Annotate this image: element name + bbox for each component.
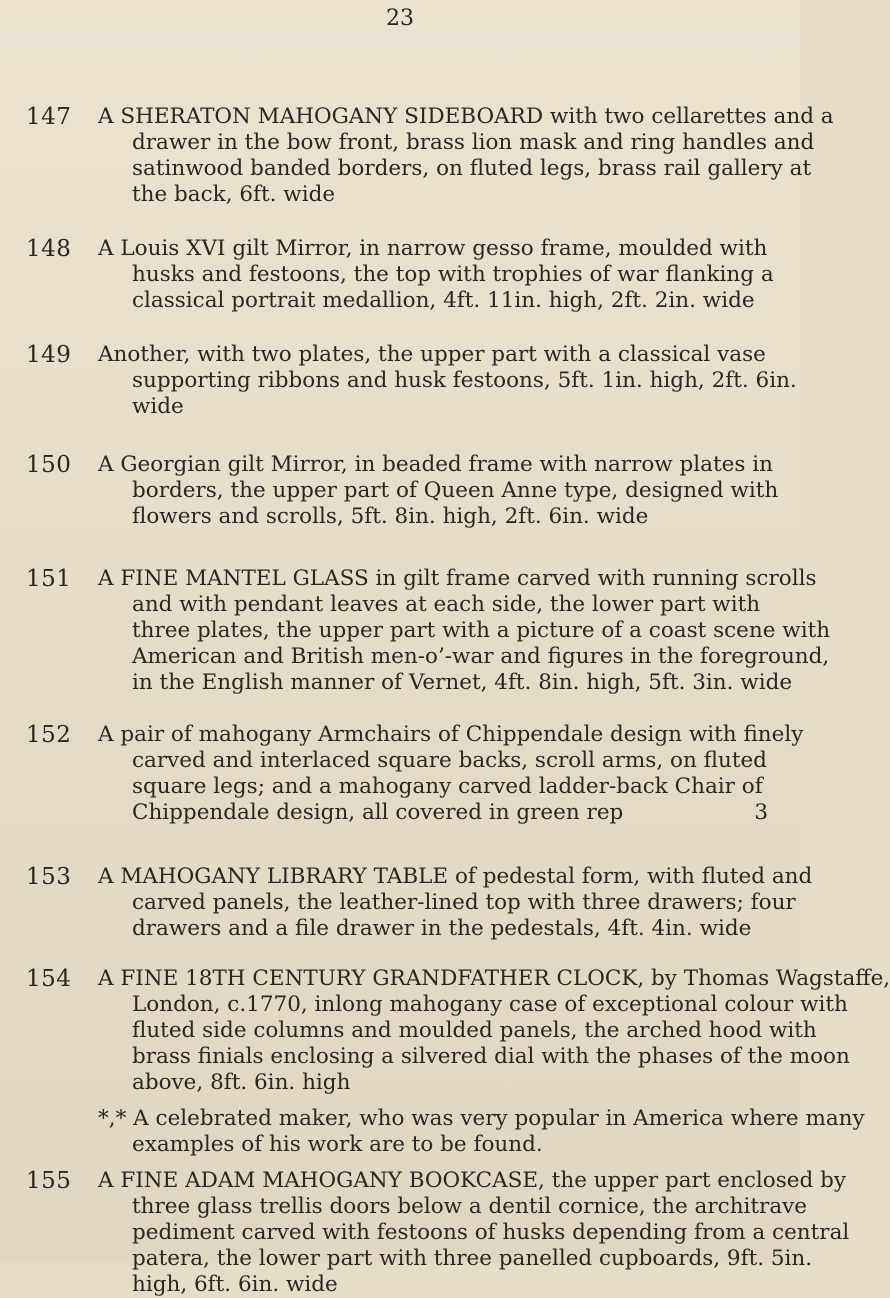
- lot-line: Another, with two plates, the upper part with a classical vase: [98, 342, 766, 367]
- lot-quantity: 3: [754, 800, 768, 825]
- lot-number: 148: [26, 236, 72, 262]
- page-number: 23: [386, 6, 414, 31]
- lot-line: A Louis XVI gilt Mirror, in narrow gesso frame, moulded with: [98, 236, 768, 261]
- lot-line: A MAHOGANY LIBRARY TABLE of pedestal form, with fluted and: [98, 864, 813, 889]
- lot-line: A SHERATON MAHOGANY SIDEBOARD with two cellarettes and a: [98, 104, 834, 129]
- note-line: *,* A celebrated maker, who was very popular in America where many: [98, 1106, 865, 1131]
- lot-line: drawers and a file drawer in the pedestals, 4ft. 4in. wide: [132, 916, 752, 941]
- lot-line: brass finials enclosing a silvered dial with the phases of the moon: [132, 1044, 850, 1069]
- lot-line: [98, 800, 768, 826]
- lot-line: carved panels, the leather-lined top with three drawers; four: [132, 890, 796, 915]
- note-line: examples of his work are to be found.: [132, 1132, 543, 1157]
- lot-line: high, 6ft. 6in. wide: [132, 1272, 338, 1297]
- lot-line: A FINE ADAM MAHOGANY BOOKCASE, the upper part enclosed by: [98, 1168, 846, 1193]
- lot-line: three plates, the upper part with a picture of a coast scene with: [132, 618, 831, 643]
- maker-note: [98, 1106, 865, 1158]
- lot-number: 151: [26, 566, 72, 592]
- lot-line: fluted side columns and moulded panels, the arched hood with: [132, 1018, 817, 1043]
- lot-line: supporting ribbons and husk festoons, 5ft. 1in. high, 2ft. 6in.: [132, 368, 797, 393]
- lot-description: [98, 104, 834, 208]
- lot-number: 155: [26, 1168, 72, 1194]
- lot-line: flowers and scrolls, 5ft. 8in. high, 2ft. 6in. wide: [132, 504, 649, 529]
- lot-description: [98, 566, 831, 696]
- lot-number: 147: [26, 104, 72, 130]
- lot-line: satinwood banded borders, on fluted legs, brass rail gallery at: [132, 156, 812, 181]
- lot-line: A pair of mahogany Armchairs of Chippendale design with finely: [98, 722, 804, 747]
- lot-line: A FINE MANTEL GLASS in gilt frame carved with running scrolls: [98, 566, 817, 591]
- lot-description: [98, 966, 890, 1096]
- lot-line: above, 8ft. 6in. high: [132, 1070, 351, 1095]
- lot-line: pediment carved with festoons of husks depending from a central: [132, 1220, 850, 1245]
- lot-line: London, c.1770, inlong mahogany case of exceptional colour with: [132, 992, 848, 1017]
- lot-line: classical portrait medallion, 4ft. 11in. high, 2ft. 2in. wide: [132, 288, 755, 313]
- lot-line: A FINE 18TH CENTURY GRANDFATHER CLOCK, by Thomas Wagstaffe,: [98, 966, 890, 991]
- lot-description: [98, 864, 813, 942]
- lot-line: wide: [132, 394, 184, 419]
- lot-number: 154: [26, 966, 72, 992]
- lot-number: 152: [26, 722, 72, 748]
- lot-line: borders, the upper part of Queen Anne type, designed with: [132, 478, 779, 503]
- lot-line: the back, 6ft. wide: [132, 182, 336, 207]
- lot-line: American and British men-o’-war and figures in the foreground,: [132, 644, 830, 669]
- lot-description: [98, 236, 774, 314]
- lot-line: husks and festoons, the top with trophies of war flanking a: [132, 262, 774, 287]
- lot-description: [98, 722, 804, 826]
- lot-description: [98, 1168, 850, 1298]
- lot-line: in the English manner of Vernet, 4ft. 8in. high, 5ft. 3in. wide: [132, 670, 793, 695]
- lot-number: 150: [26, 452, 72, 478]
- lot-number: 153: [26, 864, 72, 890]
- lot-line: patera, the lower part with three panelled cupboards, 9ft. 5in.: [132, 1246, 813, 1271]
- lot-line: three glass trellis doors below a dentil cornice, the architrave: [132, 1194, 808, 1219]
- lot-line: drawer in the bow front, brass lion mask and ring handles and: [132, 130, 815, 155]
- lot-line-text: Chippendale design, all covered in green rep: [132, 800, 624, 825]
- lot-line: square legs; and a mahogany carved ladder-back Chair of: [132, 774, 763, 799]
- lot-description: [98, 452, 779, 530]
- lot-number: 149: [26, 342, 72, 368]
- lot-line: and with pendant leaves at each side, the lower part with: [132, 592, 761, 617]
- lot-line: A Georgian gilt Mirror, in beaded frame with narrow plates in: [98, 452, 773, 477]
- lot-line: carved and interlaced square backs, scroll arms, on fluted: [132, 748, 767, 773]
- lot-description: [98, 342, 797, 420]
